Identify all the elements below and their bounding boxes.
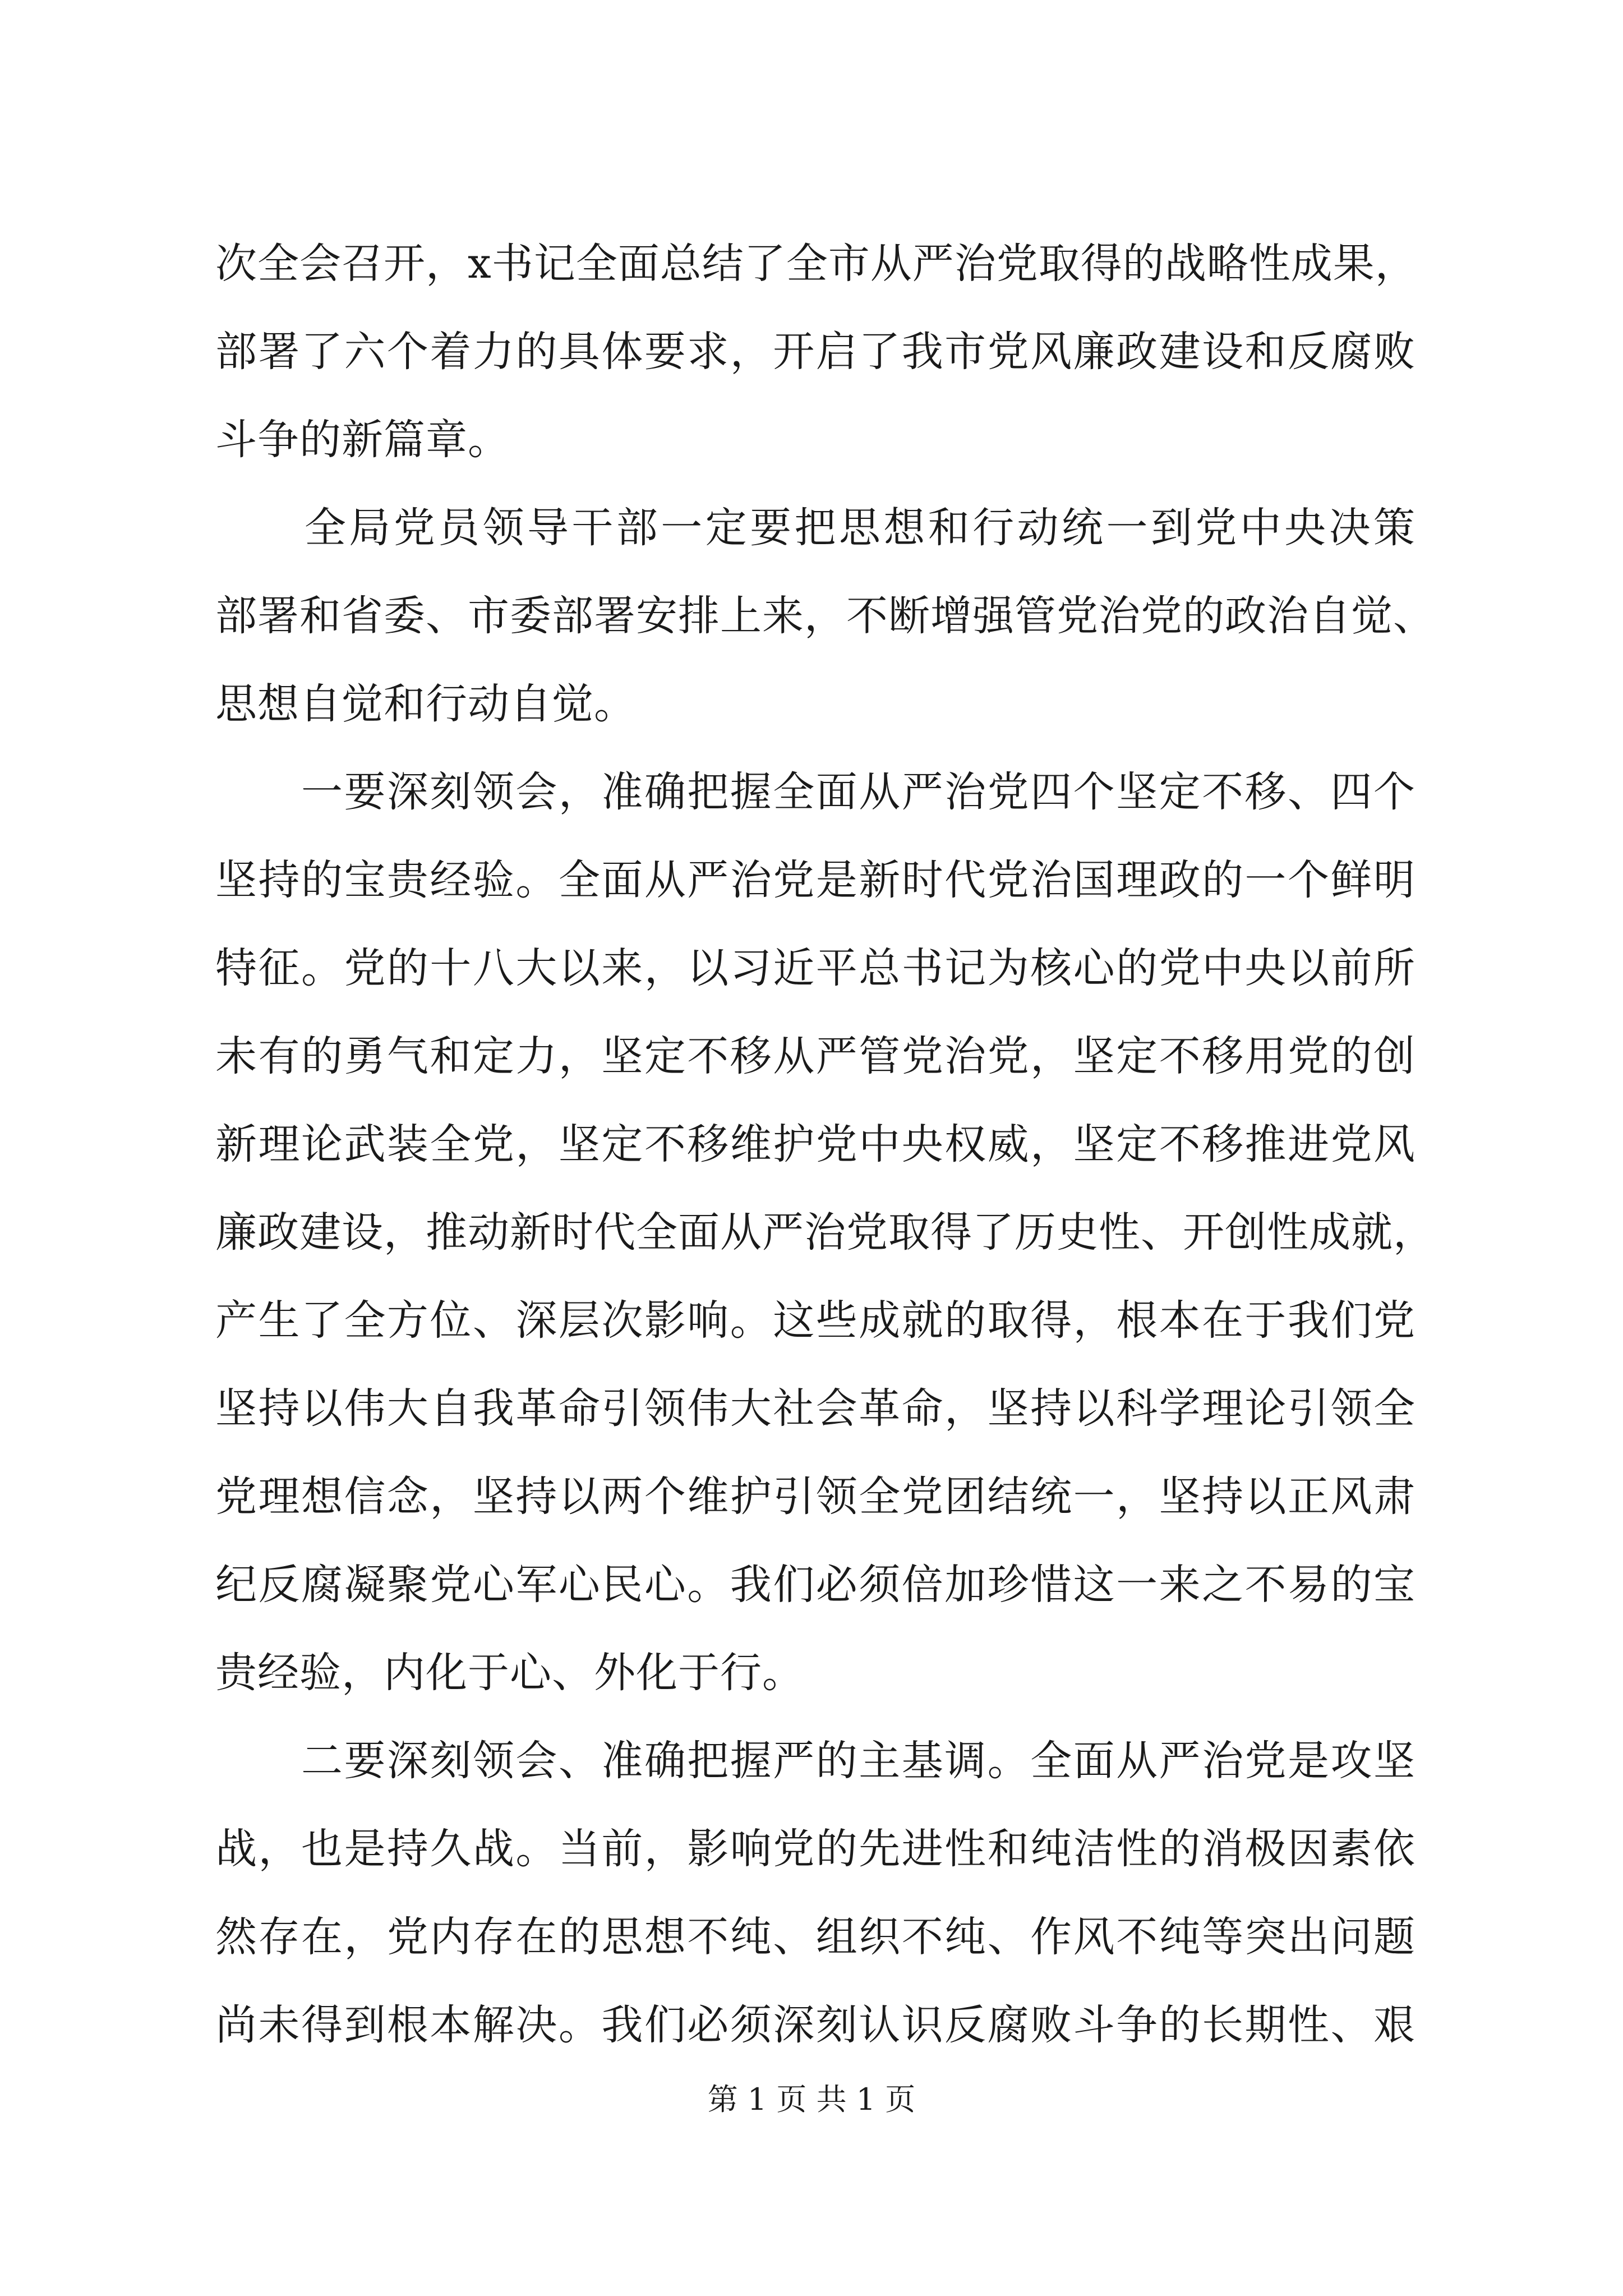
text-line: 未有的勇气和定力，坚定不移从严管党治党，坚定不移用党的创 — [215, 1032, 1415, 1080]
text-line: 全局党员领导干部一定要把思想和行动统一到党中央决策 — [215, 504, 1415, 552]
text-line: 廉政建设，推动新时代全面从严治党取得了历史性、开创性成就， — [215, 1208, 1435, 1257]
document-body — [215, 220, 1435, 2069]
text-line: 纪反腐凝聚党心军心民心。我们必须倍加珍惜这一来之不易的宝 — [215, 1561, 1415, 1609]
text-line: 贵经验，内化于心、外化于行。 — [215, 1649, 804, 1697]
text-line: 战，也是持久战。当前，影响党的先进性和纯洁性的消极因素依 — [215, 1825, 1415, 1873]
text-line: 次全会召开，x书记全面总结了全市从严治党取得的战略性成果， — [215, 240, 1417, 288]
text-line: 坚持的宝贵经验。全面从严治党是新时代党治国理政的一个鲜明 — [215, 856, 1415, 904]
text-line: 产生了全方位、深层次影响。这些成就的取得，根本在于我们党 — [215, 1296, 1415, 1345]
text-line: 尚未得到根本解决。我们必须深刻认识反腐败斗争的长期性、艰 — [215, 2001, 1415, 2049]
text-line: 一要深刻领会，准确把握全面从严治党四个坚定不移、四个 — [215, 768, 1415, 816]
text-line: 部署和省委、市委部署安排上来，不断增强管党治党的政治自觉、 — [215, 592, 1435, 640]
text-line: 斗争的新篇章。 — [215, 416, 510, 464]
text-line: 特征。党的十八大以来，以习近平总书记为核心的党中央以前所 — [215, 944, 1415, 992]
page-footer: 第 1 页 共 1 页 — [707, 2082, 916, 2117]
text-line: 部署了六个着力的具体要求，开启了我市党风廉政建设和反腐败 — [215, 328, 1415, 376]
text-line: 思想自觉和行动自觉。 — [215, 680, 636, 728]
text-line: 二要深刻领会、准确把握严的主基调。全面从严治党是攻坚 — [215, 1737, 1415, 1785]
text-line: 坚持以伟大自我革命引领伟大社会革命，坚持以科学理论引领全 — [215, 1384, 1415, 1433]
text-line: 然存在，党内存在的思想不纯、组织不纯、作风不纯等突出问题 — [215, 1913, 1415, 1961]
text-line: 新理论武装全党，坚定不移维护党中央权威，坚定不移推进党风 — [215, 1120, 1415, 1168]
text-line: 党理想信念，坚持以两个维护引领全党团结统一，坚持以正风肃 — [215, 1473, 1415, 1521]
